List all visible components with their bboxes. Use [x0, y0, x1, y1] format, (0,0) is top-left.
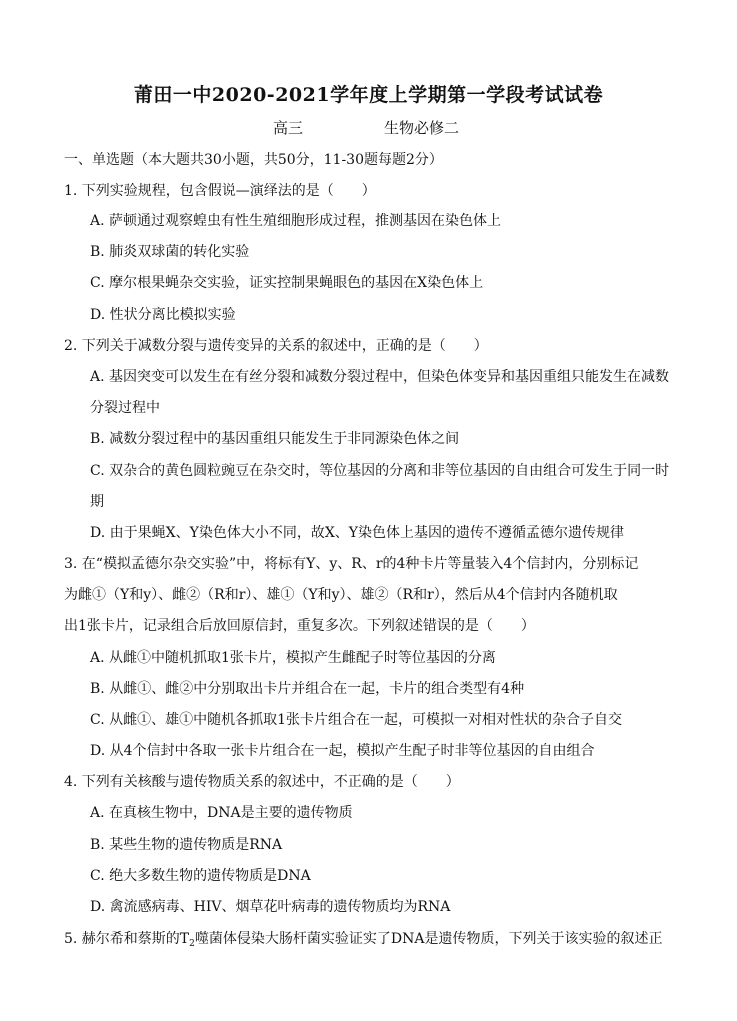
question-5-subscript: 2 — [189, 939, 195, 949]
question-4-option-a: A. 在真核生物中，DNA是主要的遗传物质 — [90, 805, 353, 821]
grade-label: 高三 — [273, 119, 304, 137]
question-3-stem-line-3: 出1张卡片，记录组合后放回原信封，重复多次。下列叙述错误的是（ ） — [64, 618, 535, 634]
question-2-option-b: B. 减数分裂过程中的基因重组只能发生于非同源染色体之间 — [90, 431, 460, 447]
question-4-option-c: C. 绝大多数生物的遗传物质是DNA — [90, 868, 311, 884]
question-3-option-a: A. 从雌①中随机抓取1张卡片，模拟产生雌配子时等位基因的分离 — [90, 650, 496, 666]
question-4-option-b: B. 某些生物的遗传物质是RNA — [90, 837, 283, 853]
question-2-option-c-continued: 期 — [90, 494, 104, 510]
question-2-option-a: A. 基因突变可以发生在有丝分裂和减数分裂过程中，但染色体变异和基因重组只能发生在减数 — [90, 369, 670, 385]
question-4-stem: 4. 下列有关核酸与遗传物质关系的叙述中，不正确的是（ ） — [64, 774, 460, 790]
subject-label: 生物必修二 — [384, 119, 460, 137]
question-1-option-a: A. 萨顿通过观察蝗虫有性生殖细胞形成过程，推测基因在染色体上 — [90, 213, 502, 229]
question-1-option-b: B. 肺炎双球菌的转化实验 — [90, 244, 250, 260]
question-3-option-c: C. 从雌①、雄①中随机各抓取1张卡片组合在一起，可模拟一对相对性状的杂合子自交 — [90, 712, 623, 728]
question-2-option-a-continued: 分裂过程中 — [90, 400, 160, 416]
question-1-option-d: D. 性状分离比模拟实验 — [90, 307, 236, 323]
question-1-stem: 1. 下列实验规程，包含假说—演绎法的是（ ） — [64, 183, 376, 199]
question-2-option-d: D. 由于果蝇X、Y染色体大小不同，故X、Y染色体上基因的遗传不遵循孟德尔遗传规律 — [90, 525, 625, 541]
question-3-option-b: B. 从雌①、雌②中分别取出卡片并组合在一起，卡片的组合类型有4种 — [90, 681, 525, 697]
question-4-option-d: D. 禽流感病毒、HIV、烟草花叶病毒的遗传物质均为RNA — [90, 899, 451, 915]
section-heading: 一、单选题（本大题共30小题，共50分，11-30题每题2分） — [64, 152, 443, 168]
question-5-stem — [64, 928, 662, 949]
exam-title: 莆田一中2020-2021学年度上学期第一学段考试试卷 — [133, 84, 604, 106]
question-3-stem-line-2: 为雌①（Y和y）、雌②（R和r）、雄①（Y和y）、雄②（R和r），然后从4个信封内各随机取 — [64, 587, 618, 603]
question-2-stem: 2. 下列关于减数分裂与遗传变异的关系的叙述中，正确的是（ ） — [64, 338, 488, 354]
question-1-option-c: C. 摩尔根果蝇杂交实验，证实控制果蝇眼色的基因在X染色体上 — [90, 275, 484, 291]
question-3-option-d: D. 从4个信封中各取一张卡片组合在一起，模拟产生配子时非等位基因的自由组合 — [90, 743, 595, 759]
question-2-option-c: C. 双杂合的黄色圆粒豌豆在杂交时，等位基因的分离和非等位基因的自由组合可发生于同一时 — [90, 463, 670, 479]
question-5-suffix: 噬菌体侵染大肠杆菌实验证实了DNA是遗传物质，下列关于该实验的叙述正 — [194, 931, 663, 947]
question-3-stem: 3. 在“模拟孟德尔杂交实验”中，将标有Y、y、R、r的4种卡片等量装入4个信封内，分别标记 — [64, 556, 639, 572]
question-5-prefix: 5. 赫尔希和蔡斯的T — [64, 931, 190, 947]
